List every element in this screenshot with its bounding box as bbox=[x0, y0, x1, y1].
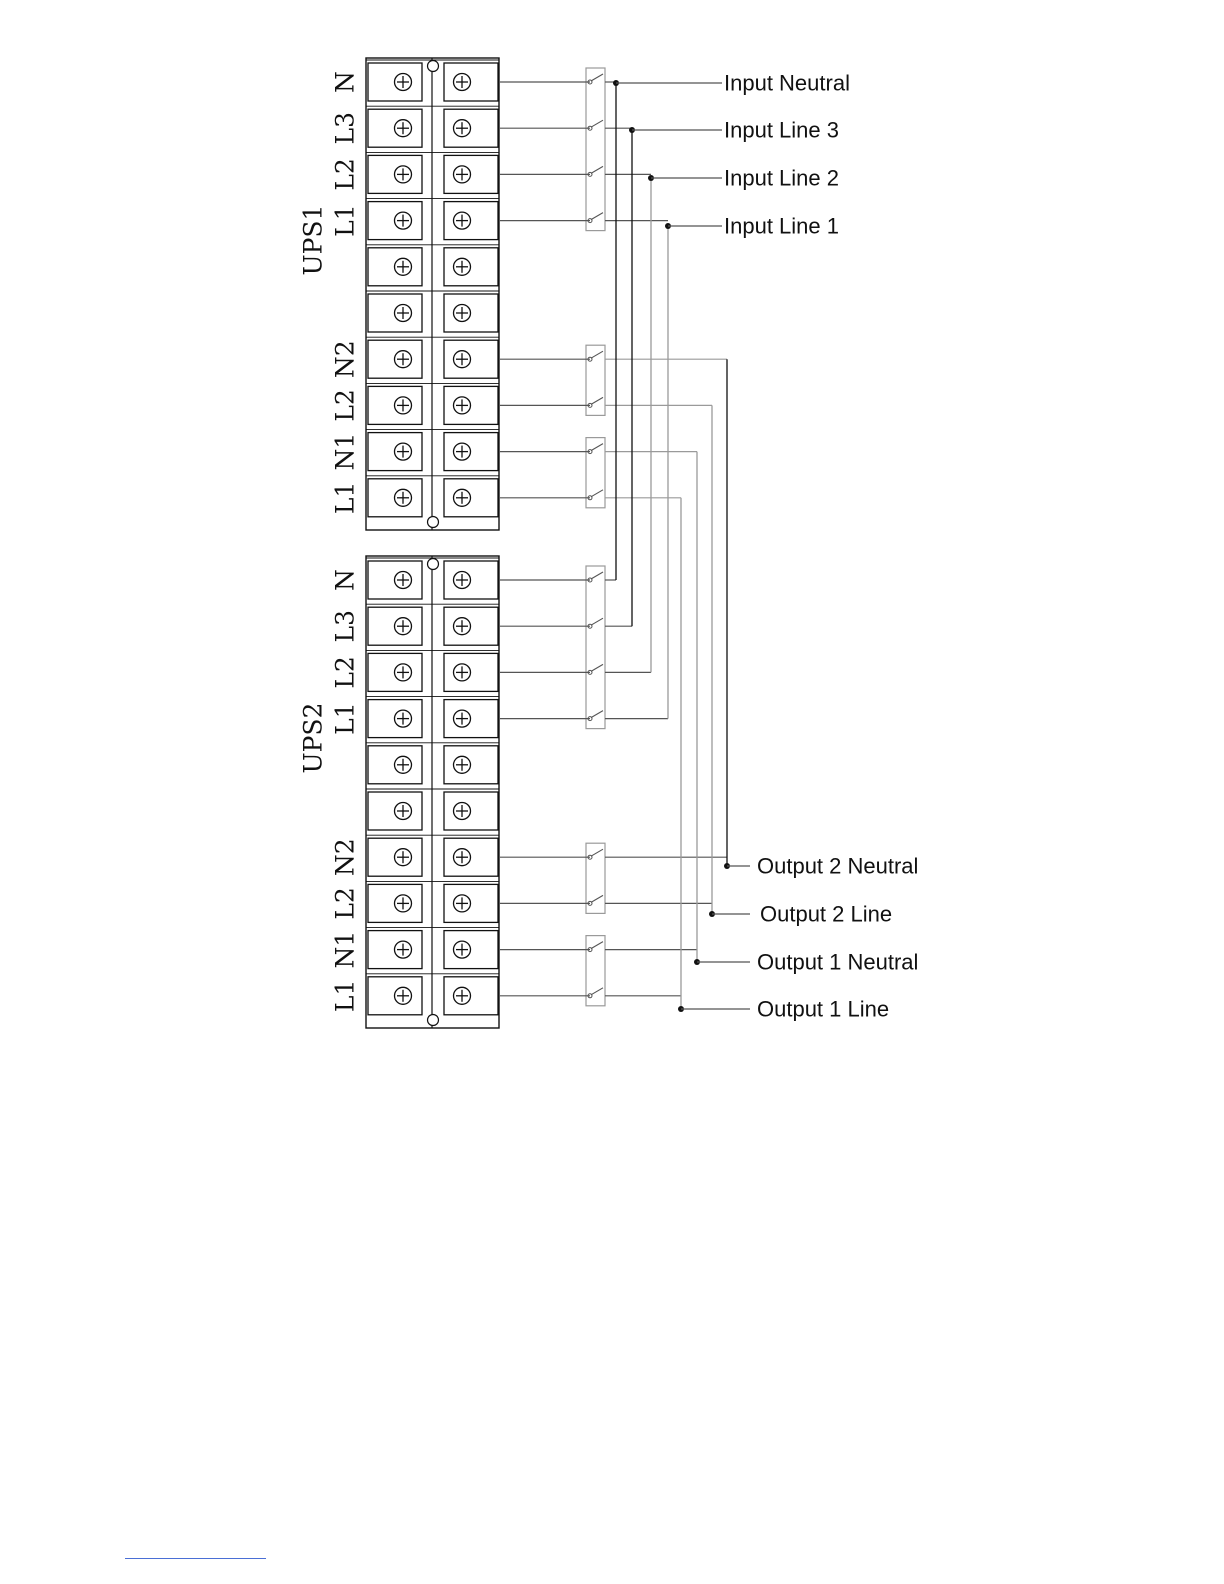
wiring bbox=[499, 68, 750, 1012]
ups-label-ups1: UPS1 bbox=[298, 204, 328, 276]
mounting-hole bbox=[428, 1015, 439, 1026]
breaker-switch bbox=[591, 351, 603, 358]
breaker-body bbox=[586, 68, 605, 231]
terminal-label-input: L1 bbox=[330, 702, 360, 735]
breaker-switch bbox=[591, 444, 603, 451]
breaker-body bbox=[586, 566, 605, 729]
input-wire-label: Input Line 1 bbox=[724, 213, 839, 239]
footnote-rule bbox=[125, 1558, 266, 1559]
terminal-blocks bbox=[366, 58, 499, 1028]
breaker-switch bbox=[591, 711, 603, 718]
terminal-label-input: L2 bbox=[330, 158, 360, 191]
terminal-label-output: N1 bbox=[330, 432, 360, 471]
terminal-label-output: N2 bbox=[330, 838, 360, 877]
input-wire-label: Input Line 3 bbox=[724, 117, 839, 143]
input-wire-label: Input Neutral bbox=[724, 70, 850, 96]
terminal-label-input: N bbox=[330, 71, 360, 93]
terminal-block-ups1 bbox=[366, 58, 499, 530]
output-wire-label: Output 1 Neutral bbox=[757, 949, 919, 975]
output-wire-label: Output 2 Line bbox=[760, 901, 893, 927]
terminal-block-ups2 bbox=[366, 556, 499, 1028]
ups1-wiring bbox=[499, 68, 727, 508]
input-wire-label: Input Line 2 bbox=[724, 165, 839, 191]
breaker-switch bbox=[591, 213, 603, 220]
breaker-switch bbox=[591, 849, 603, 856]
terminal-label-output: L2 bbox=[330, 887, 360, 920]
terminal-label-input: L3 bbox=[330, 609, 360, 643]
terminal-label-input: L1 bbox=[330, 204, 360, 237]
output-wire-label: Output 2 Neutral bbox=[757, 853, 919, 879]
terminal-label-input: L2 bbox=[330, 656, 360, 689]
terminal-label-output: L2 bbox=[330, 389, 360, 422]
mounting-hole bbox=[428, 61, 439, 72]
terminal-label-input: L3 bbox=[330, 111, 360, 145]
breaker-switch bbox=[591, 895, 603, 902]
breaker-switch bbox=[591, 490, 603, 497]
terminal-label-input: N bbox=[330, 569, 360, 591]
mounting-hole bbox=[428, 559, 439, 570]
terminal-label-output: N2 bbox=[330, 340, 360, 379]
breaker-switch bbox=[591, 664, 603, 671]
terminal-label-output: L1 bbox=[330, 979, 360, 1013]
breaker-switch bbox=[591, 988, 603, 995]
breaker-switch bbox=[591, 166, 603, 173]
terminal-label-output: N1 bbox=[330, 930, 360, 969]
ups2-wiring bbox=[499, 566, 727, 1006]
breaker-switch bbox=[591, 120, 603, 127]
terminal-label-output: L1 bbox=[330, 481, 360, 515]
breaker-switch bbox=[591, 942, 603, 949]
mounting-hole bbox=[428, 517, 439, 528]
breaker-switch bbox=[591, 397, 603, 404]
breaker-switch bbox=[591, 74, 603, 81]
breaker-switch bbox=[591, 618, 603, 625]
ups-label-ups2: UPS2 bbox=[298, 702, 328, 774]
breaker-switch bbox=[591, 572, 603, 579]
output-wire-label: Output 1 Line bbox=[757, 996, 890, 1022]
